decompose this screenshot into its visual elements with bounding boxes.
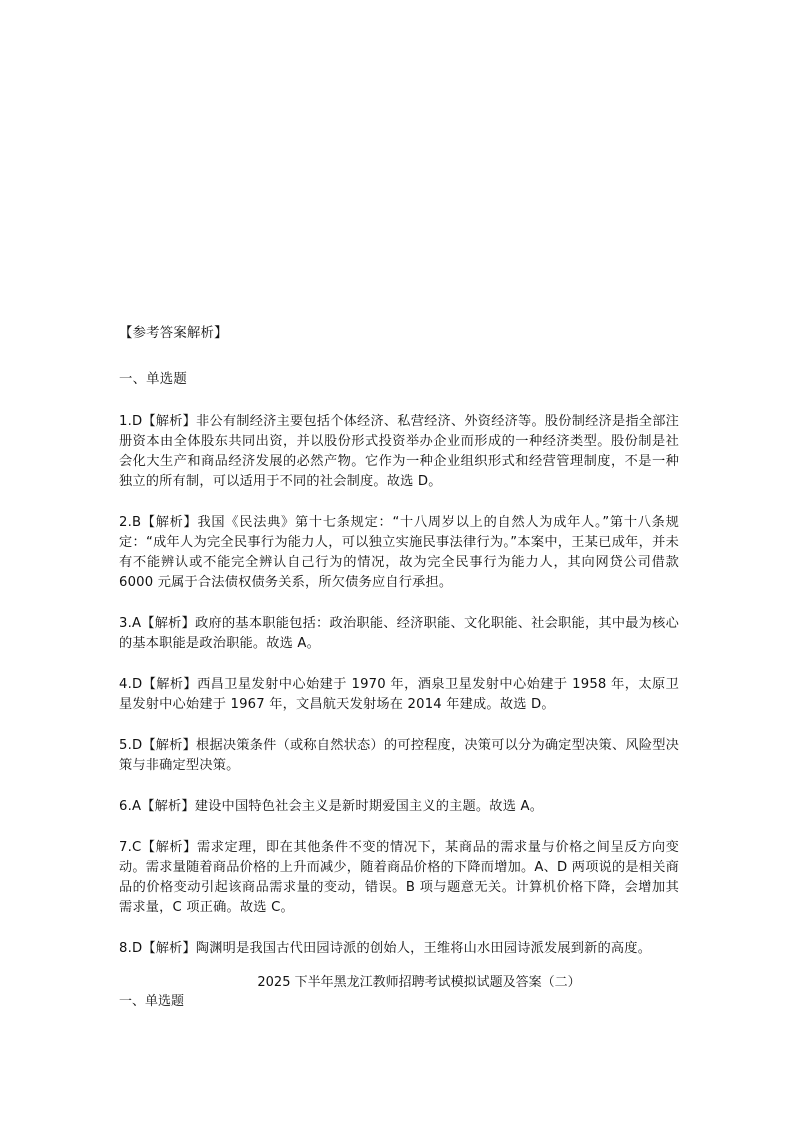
answer-number: 5.D [119, 738, 143, 753]
analysis-tag: 【解析】 [142, 677, 198, 692]
answer-number: 2.B [119, 515, 142, 530]
answer-item-2 [119, 513, 679, 593]
answer-text: 我国《民法典》第十七条规定：“十八周岁以上的自然人为成年人。”第十八条规定：“成年人为完全民事行为能力人，可以独立实施民事法律行为。”本案中，王某已成年，并未有不能辨认或不能完全辨认自己行为的情况，故为完全民事行为能力人，其向网贷公司借款 6000 元属于合法债权债务关系，所欠债务应自行承担。 [119, 515, 679, 590]
answer-number: 6.A [119, 799, 142, 814]
answer-text: 政府的基本职能包括：政治职能、经济职能、文化职能、社会职能，其中最为核心的基本职能是政治职能。故选 A。 [119, 616, 679, 651]
answer-text: 需求定理，即在其他条件不变的情况下，某商品的需求量与价格之间呈反方向变动。需求量随着商品价格的上升而减少，随着商品价格的下降而增加。A、D 两项说的是相关商品的价格变动引起该商品需求量的变动，错误。B 项与题意无关。计算机价格下降，会增加其需求量，C 项正确。故选 C。 [119, 840, 679, 915]
analysis-tag: 【解析】 [141, 840, 197, 855]
analysis-tag: 【解析】 [142, 738, 197, 753]
analysis-tag: 【解析】 [141, 515, 198, 530]
answer-text: 根据决策条件（或称自然状态）的可控程度，决策可以分为确定型决策、风险型决策与非确定型决策。 [119, 738, 679, 773]
answer-number: 7.C [119, 840, 142, 855]
analysis-tag: 【解析】 [141, 616, 196, 631]
answer-item-4 [119, 675, 679, 715]
analysis-tag: 【解析】 [142, 941, 196, 956]
answer-item-7 [119, 838, 679, 918]
answer-item-8 [119, 939, 679, 959]
answer-number: 3.A [119, 616, 142, 631]
answer-item-5 [119, 736, 679, 776]
answer-number: 8.D [119, 941, 143, 956]
analysis-tag: 【解析】 [141, 799, 195, 814]
answer-key-heading: 【参考答案解析】 [119, 326, 228, 341]
next-exam-block [119, 973, 679, 1011]
answer-content [119, 324, 679, 959]
answer-number: 1.D [119, 414, 143, 429]
section-heading-single-choice: 一、单选题 [119, 372, 187, 387]
answer-text: 建设中国特色社会主义是新时期爱国主义的主题。故选 A。 [194, 799, 544, 814]
answer-item-3 [119, 614, 679, 654]
answer-item-1 [119, 412, 679, 492]
answer-item-6 [119, 797, 679, 817]
answer-text: 非公有制经济主要包括个体经济、私营经济、外资经济等。股份制经济是指全部注册资本由全体股东共同出资，并以股份形式投资举办企业而形成的一种经济类型。股份制是社会化大生产和商品经济发展的必然产物。它作为一种企业组织形式和经营管理制度，不是一种独立的所有制，可以适用于不同的社会制度。故选 D。 [119, 414, 679, 489]
answer-number: 4.D [119, 677, 143, 692]
analysis-tag: 【解析】 [142, 414, 197, 429]
exam-title: 2025 下半年黑龙江教师招聘考试模拟试题及答案（二） [257, 975, 581, 990]
answer-text: 西昌卫星发射中心始建于 1970 年，酒泉卫星发射中心始建于 1958 年，太原卫星发射中心始建于 1967 年，文昌航天发射场在 2014 年建成。故选 D。 [119, 677, 679, 712]
section-heading-single-choice-2: 一、单选题 [119, 994, 185, 1009]
answer-text: 陶渊明是我国古代田园诗派的创始人，王维将山水田园诗派发展到新的高度。 [195, 941, 652, 956]
